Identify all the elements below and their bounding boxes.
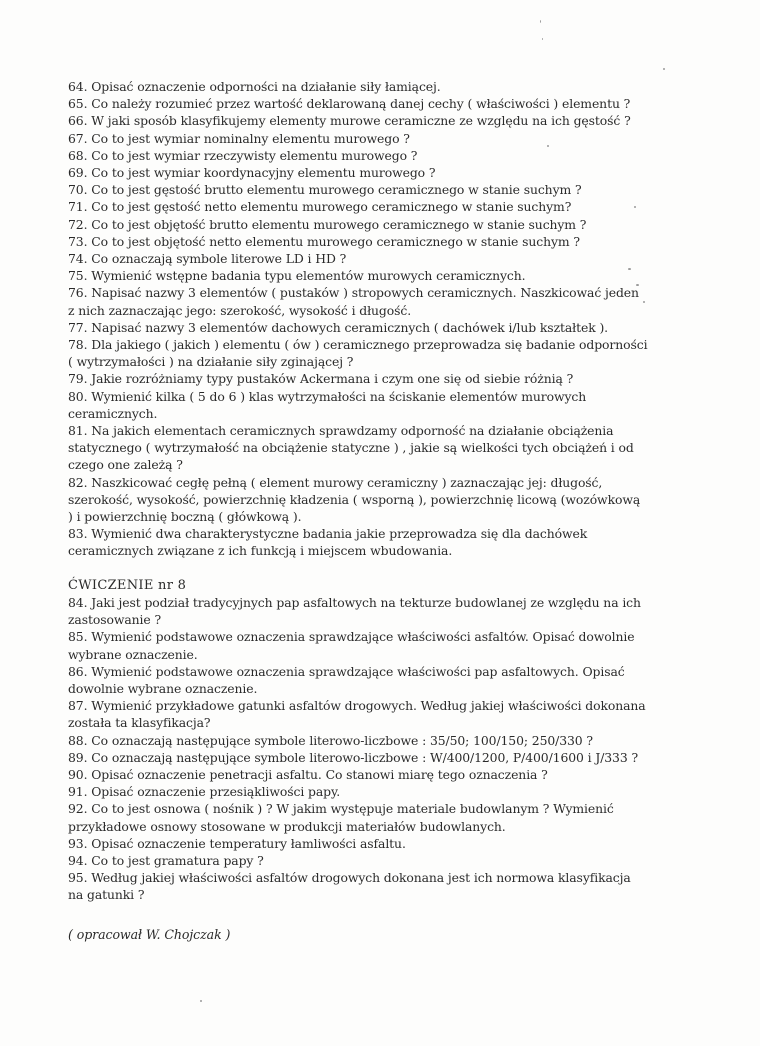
question-number: 83. bbox=[68, 526, 88, 542]
question-item bbox=[68, 835, 648, 852]
question-number: 71. bbox=[68, 199, 88, 215]
question-item bbox=[68, 370, 648, 387]
author-footer: ( opracował W. Chojczak ) bbox=[68, 926, 231, 942]
question-item bbox=[68, 147, 648, 164]
question-text: Opisać oznaczenie odporności na działanie siły łamiącej. bbox=[91, 79, 441, 94]
questions-document bbox=[68, 78, 648, 955]
question-item bbox=[68, 474, 648, 526]
question-item bbox=[68, 800, 648, 834]
question-item bbox=[68, 198, 648, 215]
question-text: Co oznaczają symbole literowe LD i HD ? bbox=[91, 251, 347, 267]
question-item bbox=[68, 783, 648, 800]
scan-speck bbox=[663, 68, 665, 70]
question-item bbox=[68, 869, 648, 903]
question-text: Co to jest gramatura papy ? bbox=[91, 852, 264, 868]
question-item bbox=[68, 697, 648, 731]
question-text: Co oznaczają następujące symbole literowo-liczbowe : 35/50; 100/150; 250/330 ? bbox=[91, 732, 593, 748]
question-text: Wymienić kilka ( 5 do 6 ) klas wytrzymałości na ściskanie elementów murowych ceramicznych. bbox=[68, 388, 587, 421]
question-item bbox=[68, 852, 648, 869]
question-item bbox=[68, 78, 648, 95]
scan-speck bbox=[200, 1000, 202, 1002]
question-number: 70. bbox=[68, 182, 88, 198]
question-number: 68. bbox=[68, 147, 88, 163]
question-number: 66. bbox=[68, 113, 88, 129]
question-number: 77. bbox=[68, 319, 88, 335]
question-item bbox=[68, 181, 648, 198]
question-number: 78. bbox=[68, 337, 88, 353]
question-number: 86. bbox=[68, 663, 88, 679]
question-item bbox=[68, 284, 648, 318]
question-number: 79. bbox=[68, 371, 88, 387]
question-text: Jakie rozróżniamy typy pustaków Ackermana i czym one się od siebie różnią ? bbox=[91, 371, 574, 387]
question-number: 75. bbox=[68, 268, 88, 284]
question-item bbox=[68, 216, 648, 233]
question-number: 91. bbox=[68, 784, 88, 800]
question-number: 64. bbox=[68, 79, 88, 94]
question-item bbox=[68, 319, 648, 336]
question-item bbox=[68, 250, 648, 267]
question-text: Co to jest wymiar koordynacyjny elementu murowego ? bbox=[91, 165, 436, 181]
question-text: Co to jest wymiar nominalny elementu murowego ? bbox=[91, 130, 410, 146]
question-text: Co należy rozumieć przez wartość deklarowaną danej cechy ( właściwości ) elementu ? bbox=[91, 96, 631, 112]
question-item bbox=[68, 628, 648, 662]
question-text: Co to jest gęstość brutto elementu murowego ceramicznego w stanie suchym ? bbox=[91, 182, 582, 198]
question-number: 89. bbox=[68, 749, 88, 765]
question-text: Według jakiej właściwości asfaltów drogowych dokonana jest ich normowa klasyfikacja na gatunki ? bbox=[68, 870, 631, 903]
question-item bbox=[68, 95, 648, 112]
question-item bbox=[68, 525, 648, 559]
question-text: Dla jakiego ( jakich ) elementu ( ów ) ceramicznego przeprowadza się badanie odporności ( wytrzymałości ) na działanie siły zginającej ? bbox=[68, 337, 648, 370]
question-text: Naszkicować cegłę pełną ( element murowy ceramiczny ) zaznaczając jej: długość, szerokość, wysokość, powierzchnię kładzenia ( wsporną ), powierzchnię licową (wozówkową ) i powierzchnię boczną ( główkową ). bbox=[68, 474, 641, 525]
scan-speck bbox=[540, 20, 541, 23]
question-number: 74. bbox=[68, 251, 88, 267]
question-text: Wymienić przykładowe gatunki asfaltów drogowych. Według jakiej właściwości dokonana została ta klasyfikacja? bbox=[68, 698, 646, 731]
question-item bbox=[68, 594, 648, 628]
question-number: 94. bbox=[68, 852, 88, 868]
question-item bbox=[68, 112, 648, 129]
question-number: 67. bbox=[68, 130, 88, 146]
question-item bbox=[68, 267, 648, 284]
question-item bbox=[68, 766, 648, 783]
question-number: 81. bbox=[68, 423, 88, 439]
question-item bbox=[68, 336, 648, 370]
question-text: Jaki jest podział tradycyjnych pap asfaltowych na tekturze budowlanej ze względu na ich zastosowanie ? bbox=[68, 594, 641, 628]
question-text: Co to jest objętość netto elementu murowego ceramicznego w stanie suchym ? bbox=[91, 233, 580, 249]
question-text: Na jakich elementach ceramicznych sprawdzamy odporność na działanie obciążenia statycznego ( wytrzymałość na obciążenie statyczne ) , jakie są wielkości tych obciążeń i od czego one zależą ? bbox=[68, 423, 634, 473]
question-text: Napisać nazwy 3 elementów dachowych ceramicznych ( dachówek i/lub kształtek ). bbox=[91, 319, 609, 335]
question-number: 72. bbox=[68, 216, 88, 232]
question-item bbox=[68, 732, 648, 749]
question-item bbox=[68, 388, 648, 422]
question-number: 87. bbox=[68, 698, 88, 714]
question-item bbox=[68, 422, 648, 474]
question-number: 80. bbox=[68, 388, 88, 404]
question-text: Wymienić dwa charakterystyczne badania jakie przeprowadza się dla dachówek ceramicznych związane z ich funkcją i miejscem wbudowania. bbox=[68, 526, 588, 559]
question-text: Wymienić podstawowe oznaczenia sprawdzające właściwości pap asfaltowych. Opisać dowolnie wybrane oznaczenie. bbox=[68, 663, 625, 696]
question-text: Wymienić wstępne badania typu elementów murowych ceramicznych. bbox=[91, 268, 526, 284]
question-number: 69. bbox=[68, 165, 88, 181]
question-number: 76. bbox=[68, 285, 88, 301]
question-text: Co to jest objętość brutto elementu murowego ceramicznego w stanie suchym ? bbox=[91, 216, 587, 232]
question-text: Opisać oznaczenie temperatury łamliwości asfaltu. bbox=[91, 835, 406, 851]
question-number: 73. bbox=[68, 233, 88, 249]
question-number: 88. bbox=[68, 732, 88, 748]
question-text: Opisać oznaczenie przesiąkliwości papy. bbox=[91, 784, 341, 800]
question-item bbox=[68, 663, 648, 697]
question-number: 92. bbox=[68, 801, 88, 817]
question-item bbox=[68, 130, 648, 147]
question-text: Co to jest wymiar rzeczywisty elementu murowego ? bbox=[91, 147, 418, 163]
question-text: Wymienić podstawowe oznaczenia sprawdzające właściwości asfaltów. Opisać dowolnie wybrane oznaczenie. bbox=[68, 629, 635, 662]
question-item bbox=[68, 233, 648, 250]
question-number: 65. bbox=[68, 96, 88, 112]
question-number: 82. bbox=[68, 474, 88, 490]
question-number: 93. bbox=[68, 835, 88, 851]
scan-speck bbox=[542, 38, 543, 40]
question-item bbox=[68, 749, 648, 766]
question-number: 85. bbox=[68, 629, 88, 645]
question-text: Opisać oznaczenie penetracji asfaltu. Co stanowi miarę tego oznaczenia ? bbox=[91, 766, 548, 782]
question-text: Co to jest gęstość netto elementu murowego ceramicznego w stanie suchym? bbox=[91, 199, 572, 215]
question-text: Co oznaczają następujące symbole literowo-liczbowe : W/400/1200, P/400/1600 i J/333 ? bbox=[91, 749, 639, 765]
question-number: 90. bbox=[68, 766, 88, 782]
questions-part1-list bbox=[68, 78, 648, 560]
question-text: Co to jest osnowa ( nośnik ) ? W jakim występuje materiale budowlanym ? Wymienić przykładowe osnowy stosowane w produkcji materiałów budowlanych. bbox=[68, 801, 614, 834]
question-text: Napisać nazwy 3 elementów ( pustaków ) stropowych ceramicznych. Naszkicować jeden z nich zaznaczając jego: szerokość, wysokość i długość. bbox=[68, 285, 639, 318]
question-number: 84. bbox=[68, 594, 88, 610]
question-number: 95. bbox=[68, 870, 88, 886]
question-item bbox=[68, 164, 648, 181]
section-title: ĆWICZENIE nr 8 bbox=[68, 577, 187, 593]
question-text: W jaki sposób klasyfikujemy elementy murowe ceramiczne ze względu na ich gęstość ? bbox=[91, 113, 631, 129]
questions-part2-list bbox=[68, 594, 648, 904]
